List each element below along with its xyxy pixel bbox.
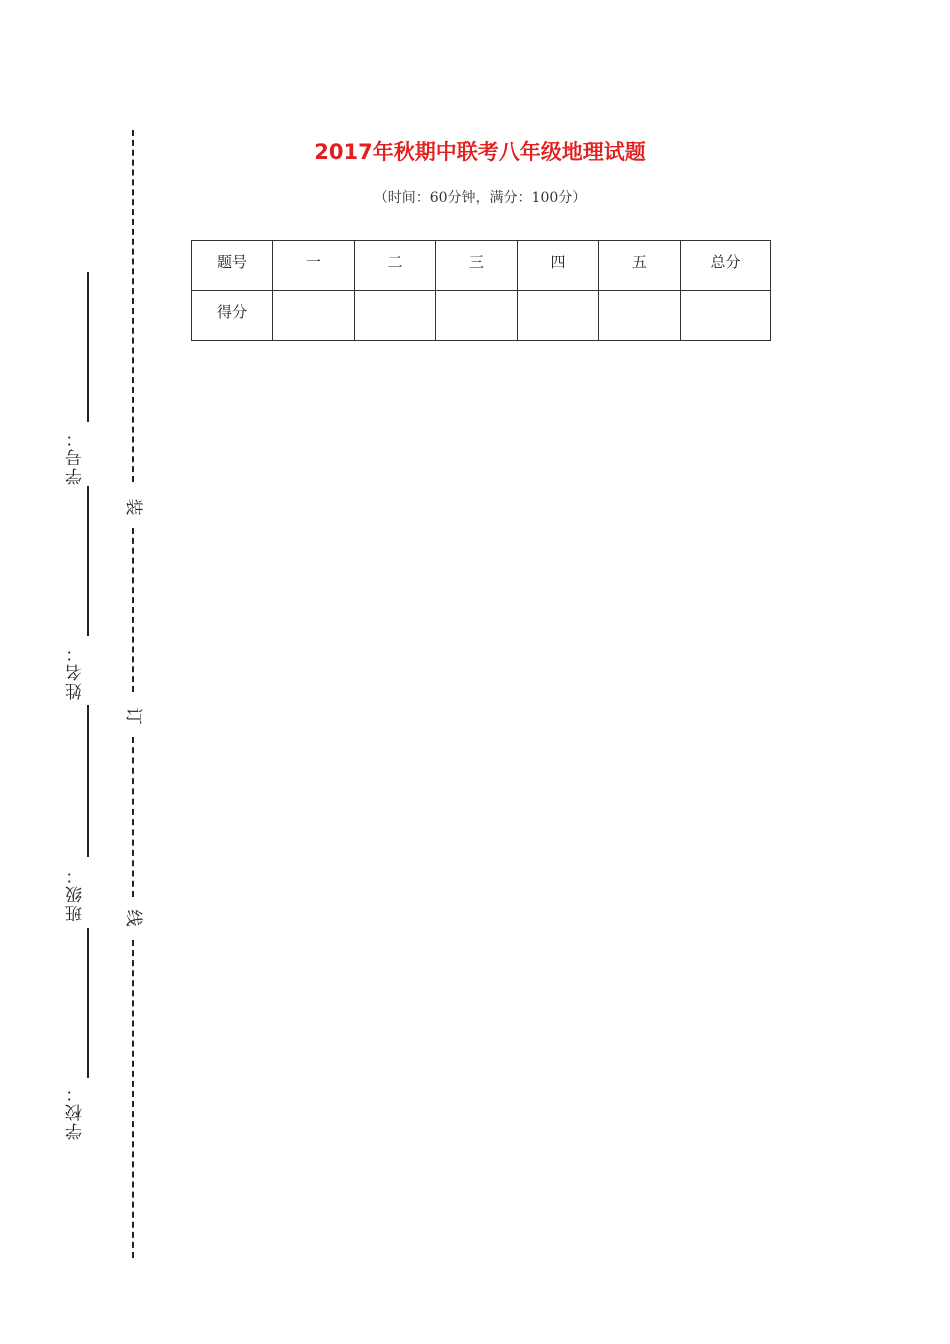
bind-char-xian: 线 — [123, 909, 143, 927]
school-label: 学校： — [66, 1083, 86, 1140]
table-cell: 得分 — [192, 291, 273, 341]
table-cell: 总分 — [681, 241, 771, 291]
student-id-line — [87, 272, 89, 422]
bind-char-zhuang: 装 — [123, 498, 143, 516]
class-label: 班级： — [66, 865, 86, 922]
table-cell: 四 — [518, 241, 599, 291]
score-cell-5[interactable] — [599, 291, 681, 341]
score-cell-4[interactable] — [518, 291, 599, 341]
page-title: 2017年秋期中联考八年级地理试题 — [314, 140, 646, 164]
table-cell: 一 — [273, 241, 355, 291]
table-cell: 三 — [436, 241, 518, 291]
class-line — [87, 705, 89, 857]
score-cell-total[interactable] — [681, 291, 771, 341]
bind-char-ding: 订 — [123, 707, 143, 725]
score-table — [191, 240, 771, 341]
table-cell: 五 — [599, 241, 681, 291]
table-header-row — [192, 241, 771, 291]
score-cell-3[interactable] — [436, 291, 518, 341]
binding-dashed-line — [132, 528, 134, 692]
score-cell-1[interactable] — [273, 291, 355, 341]
binding-dashed-line — [132, 130, 134, 482]
binding-dashed-line — [132, 737, 134, 897]
name-line — [87, 486, 89, 636]
score-cell-2[interactable] — [355, 291, 436, 341]
table-cell: 二 — [355, 241, 436, 291]
name-label: 姓名： — [66, 643, 86, 700]
table-score-row — [192, 291, 771, 341]
school-line — [87, 928, 89, 1078]
exam-info: （时间：60分钟，满分：100分） — [373, 190, 587, 206]
student-id-label: 学号： — [66, 428, 86, 485]
table-cell: 题号 — [192, 241, 273, 291]
binding-dashed-line — [132, 940, 134, 1258]
